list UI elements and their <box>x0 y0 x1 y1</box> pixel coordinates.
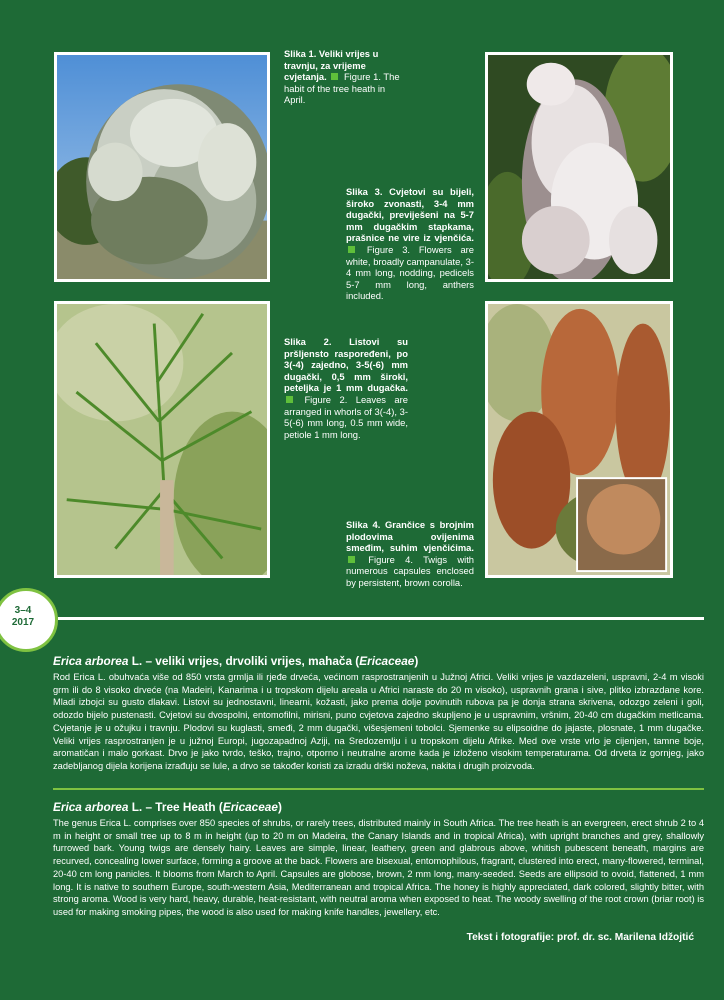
caption-figure-1-en: Figure 1. The habit of the tree heath in April. <box>284 71 400 106</box>
square-icon <box>348 246 355 253</box>
top-divider <box>58 617 704 620</box>
caption-figure-3 <box>346 186 474 302</box>
caption-figure-3-hr: Slika 3. Cvjetovi su bijeli, široko zvonasti, 3-4 mm dugački, previješeni na 5-7 mm dugačkim stapkama, prašnice ne vire iz vjenčića. <box>346 186 474 244</box>
square-icon <box>286 396 293 403</box>
photo-figure-1 <box>54 52 270 282</box>
english-body: The genus Erica L. comprises over 850 species of shrubs, or rarely trees, distributed mainly in South Africa. The tree heath is an evergreen, erect shrub 2 to 4 m in height or small tree up to 8 m in height (up to 20 m on Madeira, the Canary Islands and in tropical Africa), with upright branches and grey, shallowly furrowed bark. Young twigs are densely hairy. Leaves are simple, linear, leathery, green and glabrous above, whitish pubescent beneath, margins are recurved, concealing lower surface, forming a groove at the back. Flowers are bisexual, entomophilous, fragrant, clustered into erect, many-flowered, terminal, 20-40 cm long panicles. It blooms from March to April. Capsules are globose, brown, 2 mm long, many-seeded. Seeds are ellipsoid to ovoid, flattened, 1 mm long. It is native to southern Europe, south-western Asia, Mediterranean and tropical Africa. The honey is highly appreciated, dark colored, slightly bitter, with strong aroma. Wood is very hard, heavy, durable, heat-resistant, with neutral aroma when exposed to heat. The woody swelling of the root crown (briar root) is used for making smoking pipes, the wood is also used for making knife handles, jewellery, etc. <box>53 818 704 917</box>
photo-figure-2 <box>54 301 270 578</box>
issue-number: 3–4 <box>14 605 32 616</box>
issue-year: 2017 <box>11 617 35 628</box>
caption-figure-4-hr: Slika 4. Grančice s brojnim plodovima ovijenima smeđim, suhim vjenčićima. <box>346 519 474 554</box>
caption-figure-4 <box>346 519 474 589</box>
croatian-title: Erica arborea L. – veliki vrijes, drvoliki vrijes, mahača (Ericaceae) <box>53 654 419 668</box>
square-icon <box>348 556 355 563</box>
caption-figure-1-hr: Slika 1. Veliki vrijes u travnju, za vrijeme cvjetanja. <box>284 48 379 83</box>
caption-figure-3-en: Figure 3. Flowers are white, broadly campanulate, 3-4 mm long, nodding, pedicels 5-7 mm long, anthers included. <box>346 243 474 302</box>
croatian-body: Rod Erica L. obuhvaća više od 850 vrsta grmlja ili rjeđe drveća, većinom rasprostranjenih u Južnoj Africi. Veliki vrijes je vazdazeleni, uspravni, 2-4 m visoki grm ili do 8 visoko drveće (na Madeiri, Kanarima i u tropskom dijelu areala u Africi naraste do 20 m visoko), uspravnih grana i sive, plitko izbrazdane kore. Mladi izbojci su gusto dlakavi. Listovi su jednostavni, linearni, kožasti, jako prema dolje povinutih rubova pa je donja strana skrivena, odozgo zeleni i goli, odozdo bijelo pustenasti. Cvjetovi su dvospolni, entomofilni, mirisni, puno cvjetova zajedno skupljeno je u uspravnim, vršnim, 20-40 cm dugačkim metlicama. Cvjetanje je u ožujku i travnju. Plodovi su kuglasti, smeđi, 2 mm dugački, višesjemeni tobolci. Sjemenke su elipsoidne do jajaste, plosnate, 1 mm dugačke. Veliki vrijes rasprostranjen je u južnoj Europi, jugozapadnoj Aziji, na Sredozemlju i u tropskom dijelu Afrike. Med ove vrste vrlo je cijenjen, tamne boje, aromatičan i malo gorkast. Drvo je jako tvrdo, teško, trajno, otporno i neutralne arome kada je izloženo visokim temperaturama. Od drveta iz gornjeg, jako zadebljanog dijela korijena izrađuju se lule, a drvo se također koristi za izradu drški noževa, nakita i drugih proizvoda. <box>53 672 704 771</box>
photo-figure-3 <box>485 52 673 282</box>
section-divider <box>53 788 704 790</box>
caption-figure-2-hr: Slika 2. Listovi su pršljensto raspoređeni, po 3(-4) zajedno, 3-5(-6) mm dugački, 0,5 mm široki, peteljka je 1 mm dugačka. <box>284 336 408 394</box>
photo-figure-4 <box>485 301 673 578</box>
croatian-section <box>53 654 704 773</box>
caption-figure-2-en: Figure 2. Leaves are arranged in whorls of 3(-4), 3-5(-6) mm long, 0.5 mm wide, petiole 1 mm long. <box>284 393 408 440</box>
issue-badge <box>0 588 58 652</box>
author-credit: Tekst i fotografije: prof. dr. sc. Marilena Idžojtić <box>466 932 694 943</box>
english-title: Erica arborea L. – Tree Heath (Ericaceae) <box>53 800 282 814</box>
square-icon <box>331 73 338 80</box>
english-section <box>53 800 704 919</box>
caption-figure-1 <box>284 48 408 106</box>
caption-figure-4-en: Figure 4. Twigs with numerous capsules enclosed by persistent, brown corolla. <box>346 553 475 588</box>
caption-figure-2 <box>284 336 408 440</box>
